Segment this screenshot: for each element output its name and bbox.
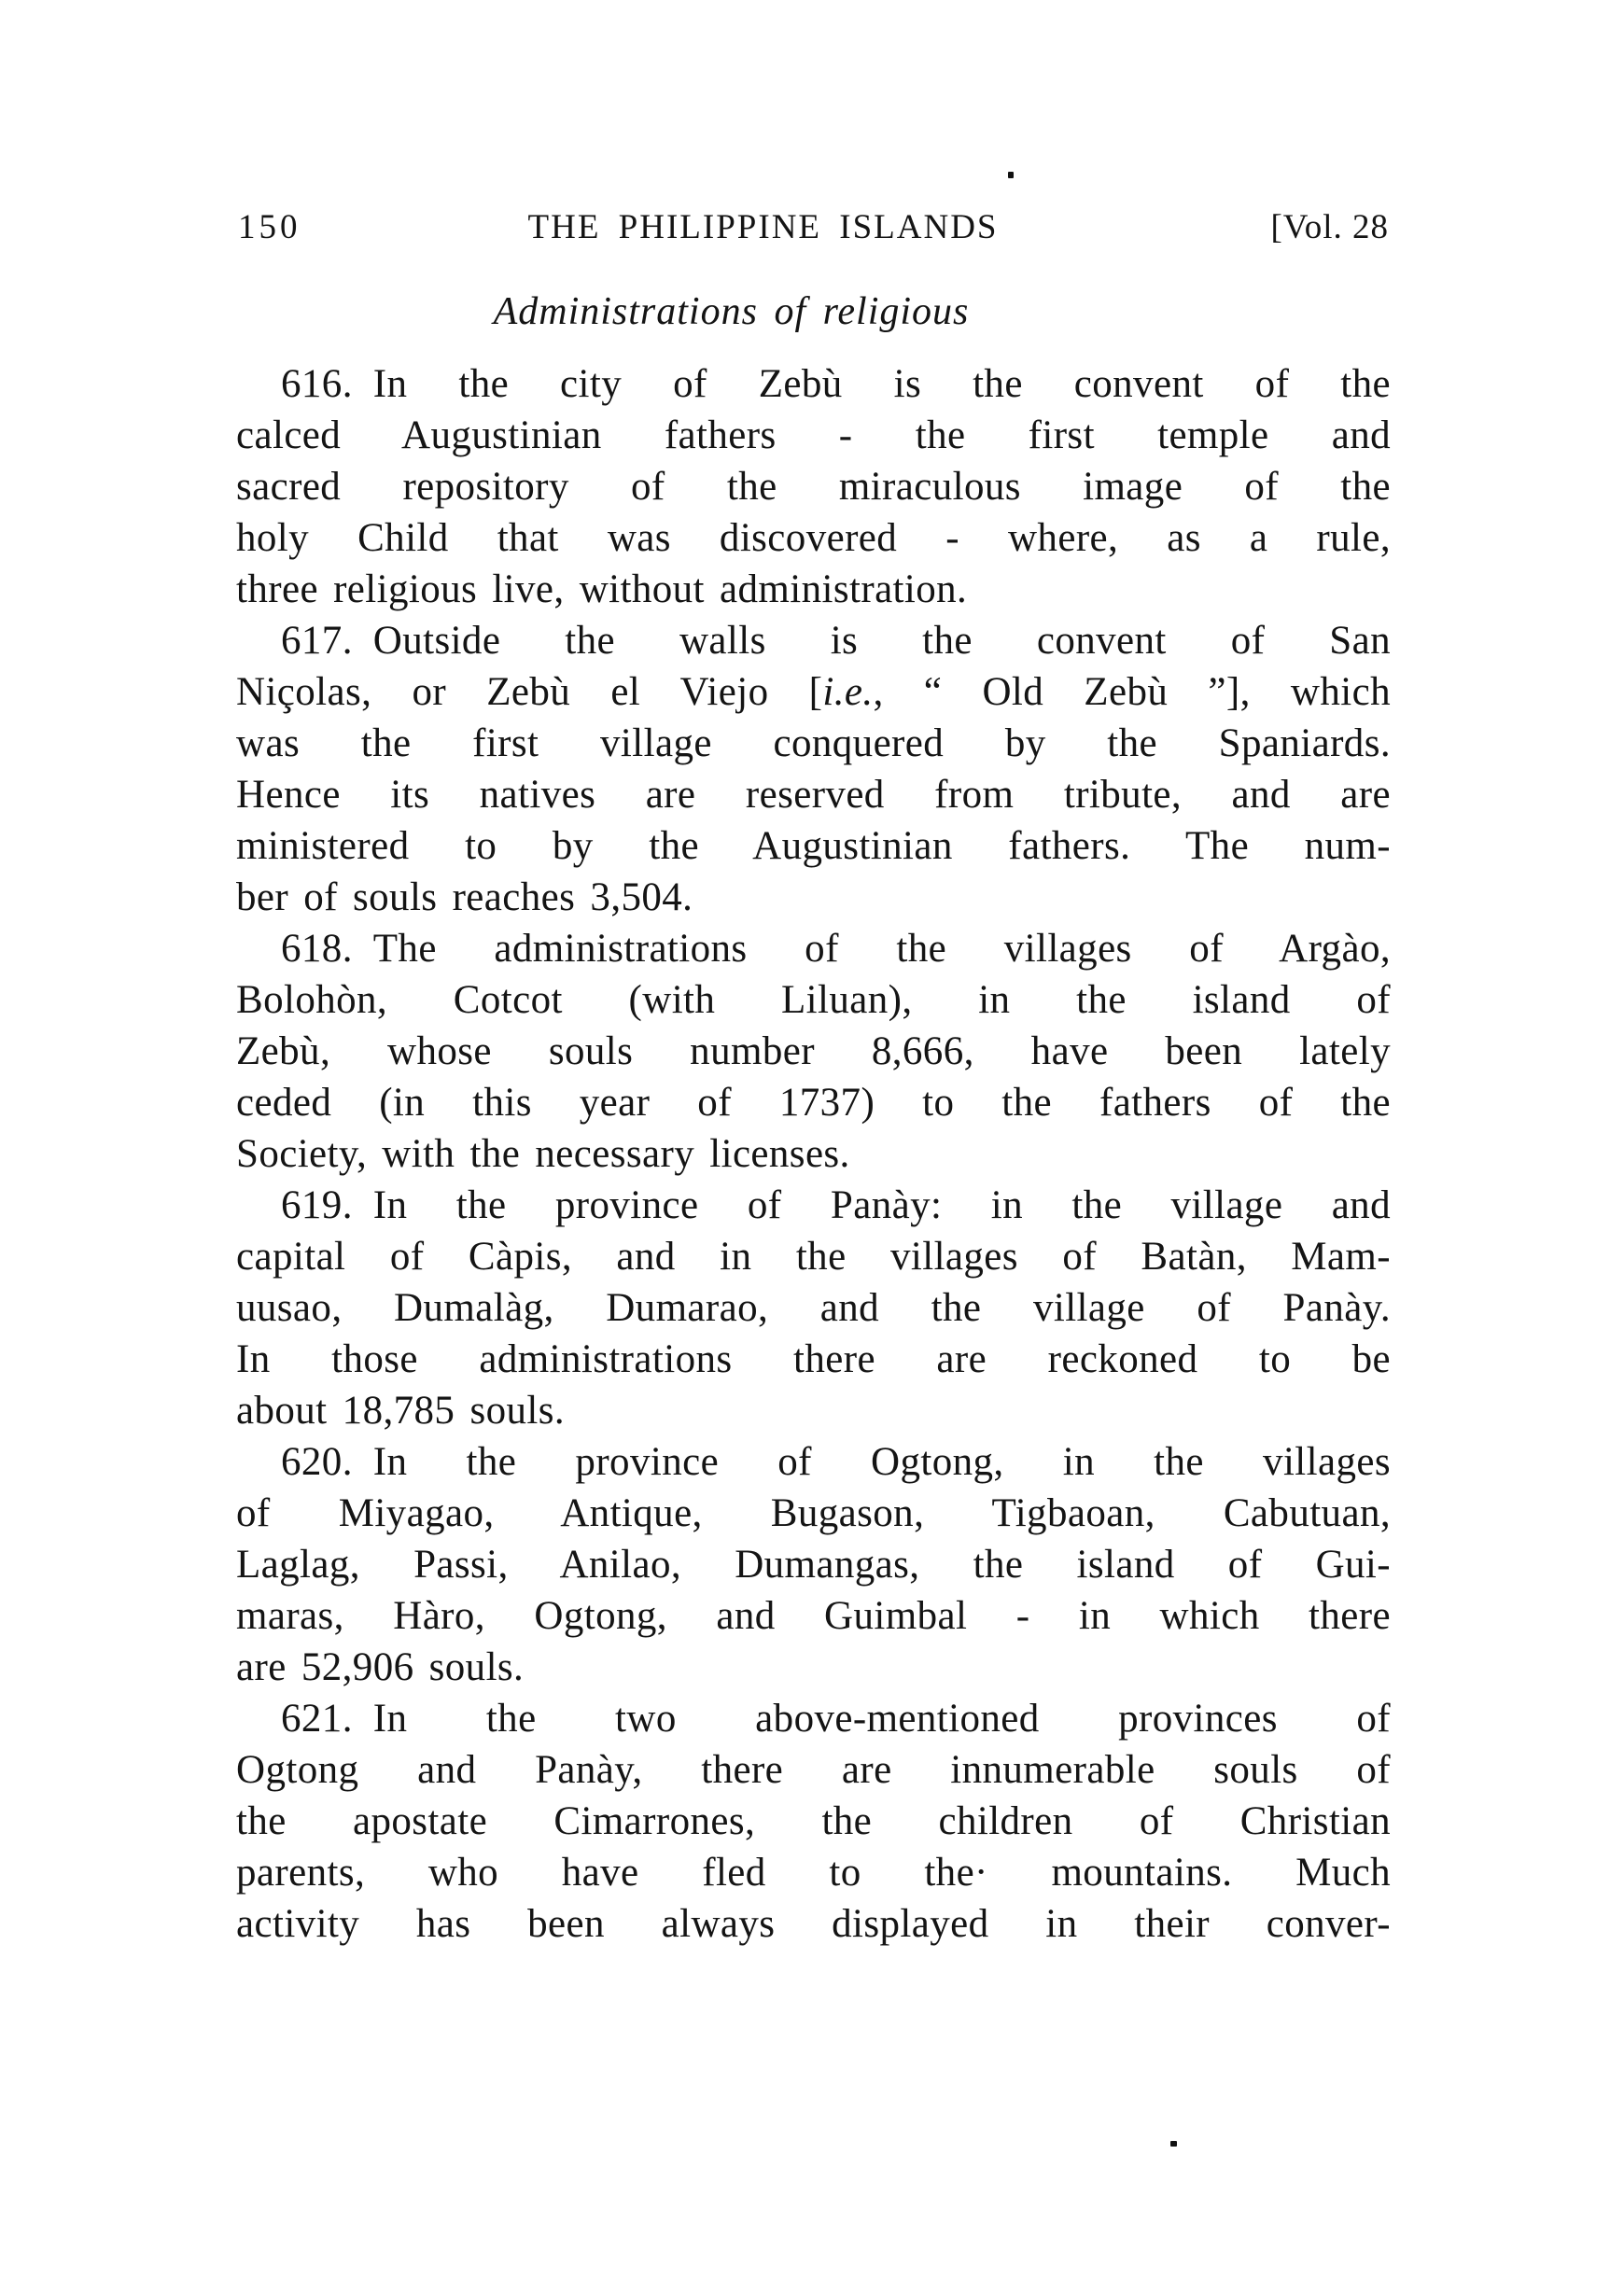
text-line: 616. In the city of Zebù is the convent of the <box>281 362 1391 406</box>
text-line: are 52,906 souls. <box>236 1645 525 1689</box>
text-line: the apostate Cimarrones, the children of Christian <box>236 1799 1391 1843</box>
paragraph <box>236 1693 1391 1950</box>
text-line: ceded (in this year of 1737) to the fathers of the <box>236 1081 1391 1125</box>
text-line: Hence its natives are reserved from tribute, and are <box>236 773 1391 817</box>
paragraph <box>236 358 1391 615</box>
text-line: maras, Hàro, Ogtong, and Guimbal - in which there <box>236 1594 1391 1638</box>
text-line: about 18,785 souls. <box>236 1389 566 1433</box>
text-line: Zebù, whose souls number 8,666, have been lately <box>236 1029 1391 1073</box>
text-line: of Miyagao, Antique, Bugason, Tigbaoan, Cabutuan, <box>236 1491 1391 1535</box>
volume-label: [Vol. 28 <box>1270 208 1389 246</box>
text-line: parents, who have fled to the· mountains. Much <box>236 1851 1391 1895</box>
text-line <box>236 666 1391 718</box>
text-segment: , “ Old Zebù ”], which <box>873 670 1391 714</box>
text-line: 617. Outside the walls is the convent of San <box>281 619 1391 663</box>
text-line: 620. In the province of Ogtong, in the villages <box>281 1440 1391 1484</box>
section-title: Administrations of religious <box>493 290 970 333</box>
text-line: Laglag, Passi, Anilao, Dumangas, the island of Gui- <box>236 1543 1391 1587</box>
paragraph <box>236 1436 1391 1693</box>
text-line: uusao, Dumalàg, Dumarao, and the village of Panày. <box>236 1286 1391 1330</box>
text-line: sacred repository of the miraculous image of the <box>236 465 1391 509</box>
body-text <box>236 358 1391 1950</box>
text-line: 618. The administrations of the villages of Argào, <box>281 927 1391 971</box>
text-line: calced Augustinian fathers - the first temple and <box>236 413 1391 457</box>
text-line: Ogtong and Panày, there are innumerable souls of <box>236 1748 1391 1792</box>
text-line: three religious live, without administration. <box>236 567 968 611</box>
text-line: capital of Càpis, and in the villages of Batàn, Mam- <box>236 1235 1391 1279</box>
running-header <box>236 207 1391 256</box>
text-line: 621. In the two above-mentioned provinces of <box>281 1697 1391 1741</box>
text-line: activity has been always displayed in their conver- <box>236 1902 1391 1946</box>
text-line: ber of souls reaches 3,504. <box>236 875 693 919</box>
text-line: In those administrations there are reckoned to be <box>236 1337 1391 1381</box>
text-line: holy Child that was discovered - where, as a rule, <box>236 516 1391 560</box>
text-segment: Niçolas, or Zebù el Viejo [ <box>236 670 823 714</box>
text-segment: i.e. <box>822 670 874 714</box>
text-line: ministered to by the Augustinian fathers. The num- <box>236 824 1391 868</box>
ink-speck <box>1008 172 1014 178</box>
text-line: Bolohòn, Cotcot (with Liluan), in the island of <box>236 978 1391 1022</box>
paragraph <box>236 1180 1391 1436</box>
running-title: THE PHILIPPINE ISLANDS <box>527 208 999 246</box>
ink-speck <box>1170 2141 1177 2147</box>
text-line: was the first village conquered by the Spaniards. <box>236 721 1391 765</box>
text-line: Society, with the necessary licenses. <box>236 1132 850 1176</box>
page-number: 150 <box>238 208 301 246</box>
text-line: 619. In the province of Panày: in the village and <box>281 1183 1391 1227</box>
text-block <box>236 207 1391 1950</box>
paragraph <box>236 923 1391 1180</box>
paragraph <box>236 615 1391 923</box>
